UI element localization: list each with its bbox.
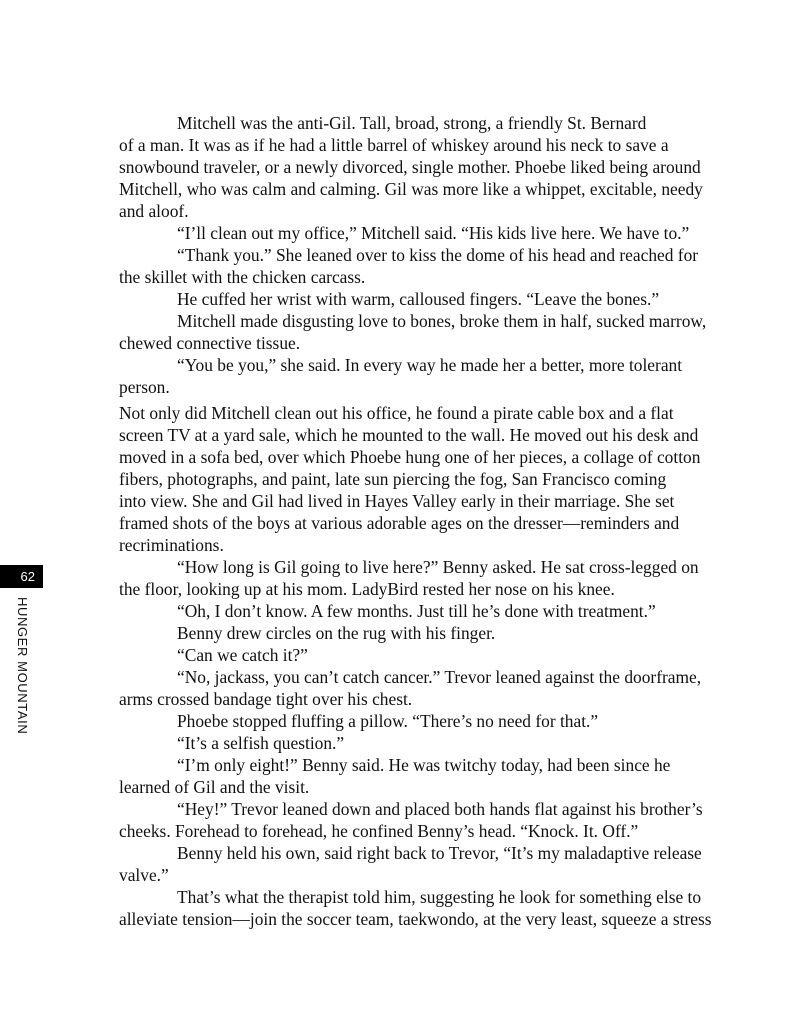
- text-line: “It’s a selfish question.”: [177, 733, 345, 753]
- text-line: arms crossed bandage tight over his chest.: [119, 689, 413, 709]
- text-line: learned of Gil and the visit.: [119, 777, 310, 797]
- text-line: person.: [119, 377, 170, 397]
- text-line: the skillet with the chicken carcass.: [119, 267, 366, 287]
- page-number-tab: [0, 565, 43, 588]
- page-number: 62: [20, 569, 35, 584]
- text-line: snowbound traveler, or a newly divorced, single mother. Phoebe liked being around: [119, 157, 701, 177]
- text-section-2: [119, 402, 719, 930]
- running-head: HUNGER MOUNTAIN: [15, 597, 30, 735]
- text-line: moved in a sofa bed, over which Phoebe hung one of her pieces, a collage of cotton: [119, 447, 701, 467]
- text-line: “Hey!” Trevor leaned down and placed both hands flat against his brother’s: [177, 799, 703, 819]
- text-line: He cuffed her wrist with warm, calloused fingers. “Leave the bones.”: [177, 289, 660, 309]
- text-line: chewed connective tissue.: [119, 333, 301, 353]
- text-line: That’s what the therapist told him, suggesting he look for something else to: [177, 887, 702, 907]
- text-line: Not only did Mitchell clean out his office, he found a pirate cable box and a flat: [119, 403, 674, 423]
- text-line: into view. She and Gil had lived in Hayes Valley early in their marriage. She set: [119, 491, 675, 511]
- text-line: “You be you,” she said. In every way he made her a better, more tolerant: [177, 355, 683, 375]
- text-line: the floor, looking up at his mom. LadyBird rested her nose on his knee.: [119, 579, 615, 599]
- text-line: Mitchell made disgusting love to bones, broke them in half, sucked marrow,: [177, 311, 707, 331]
- text-line: “Oh, I don’t know. A few months. Just till he’s done with treatment.”: [177, 601, 656, 621]
- text-line: framed shots of the boys at various adorable ages on the dresser—reminders and: [119, 513, 680, 533]
- text-line: Benny held his own, said right back to Trevor, “It’s my maladaptive release: [177, 843, 702, 863]
- text-line: Mitchell, who was calm and calming. Gil was more like a whippet, excitable, needy: [119, 179, 703, 199]
- text-line: “Thank you.” She leaned over to kiss the dome of his head and reached for: [177, 245, 699, 265]
- text-line: of a man. It was as if he had a little barrel of whiskey around his neck to save a: [119, 135, 669, 155]
- text-line: screen TV at a yard sale, which he mounted to the wall. He moved out his desk and: [119, 425, 699, 445]
- text-line: “How long is Gil going to live here?” Benny asked. He sat cross-legged on: [177, 557, 699, 577]
- text-line: “I’ll clean out my office,” Mitchell said. “His kids live here. We have to.”: [177, 223, 690, 243]
- text-line: Benny drew circles on the rug with his finger.: [177, 623, 496, 643]
- text-line: Phoebe stopped fluffing a pillow. “There’s no need for that.”: [177, 711, 599, 731]
- text-line: “No, jackass, you can’t catch cancer.” Trevor leaned against the doorframe,: [177, 667, 702, 687]
- text-line: valve.”: [119, 865, 169, 885]
- text-section-1: [119, 112, 719, 398]
- text-line: “I’m only eight!” Benny said. He was twitchy today, had been since he: [177, 755, 671, 775]
- text-line: Mitchell was the anti-Gil. Tall, broad, strong, a friendly St. Bernard: [177, 113, 647, 133]
- text-line: cheeks. Forehead to forehead, he confined Benny’s head. “Knock. It. Off.”: [119, 821, 639, 841]
- text-line: and aloof.: [119, 201, 189, 221]
- text-line: “Can we catch it?”: [177, 645, 308, 665]
- text-line: recriminations.: [119, 535, 224, 555]
- text-line: fibers, photographs, and paint, late sun piercing the fog, San Francisco coming: [119, 469, 667, 489]
- text-line: alleviate tension—join the soccer team, taekwondo, at the very least, squeeze a stress: [119, 909, 712, 929]
